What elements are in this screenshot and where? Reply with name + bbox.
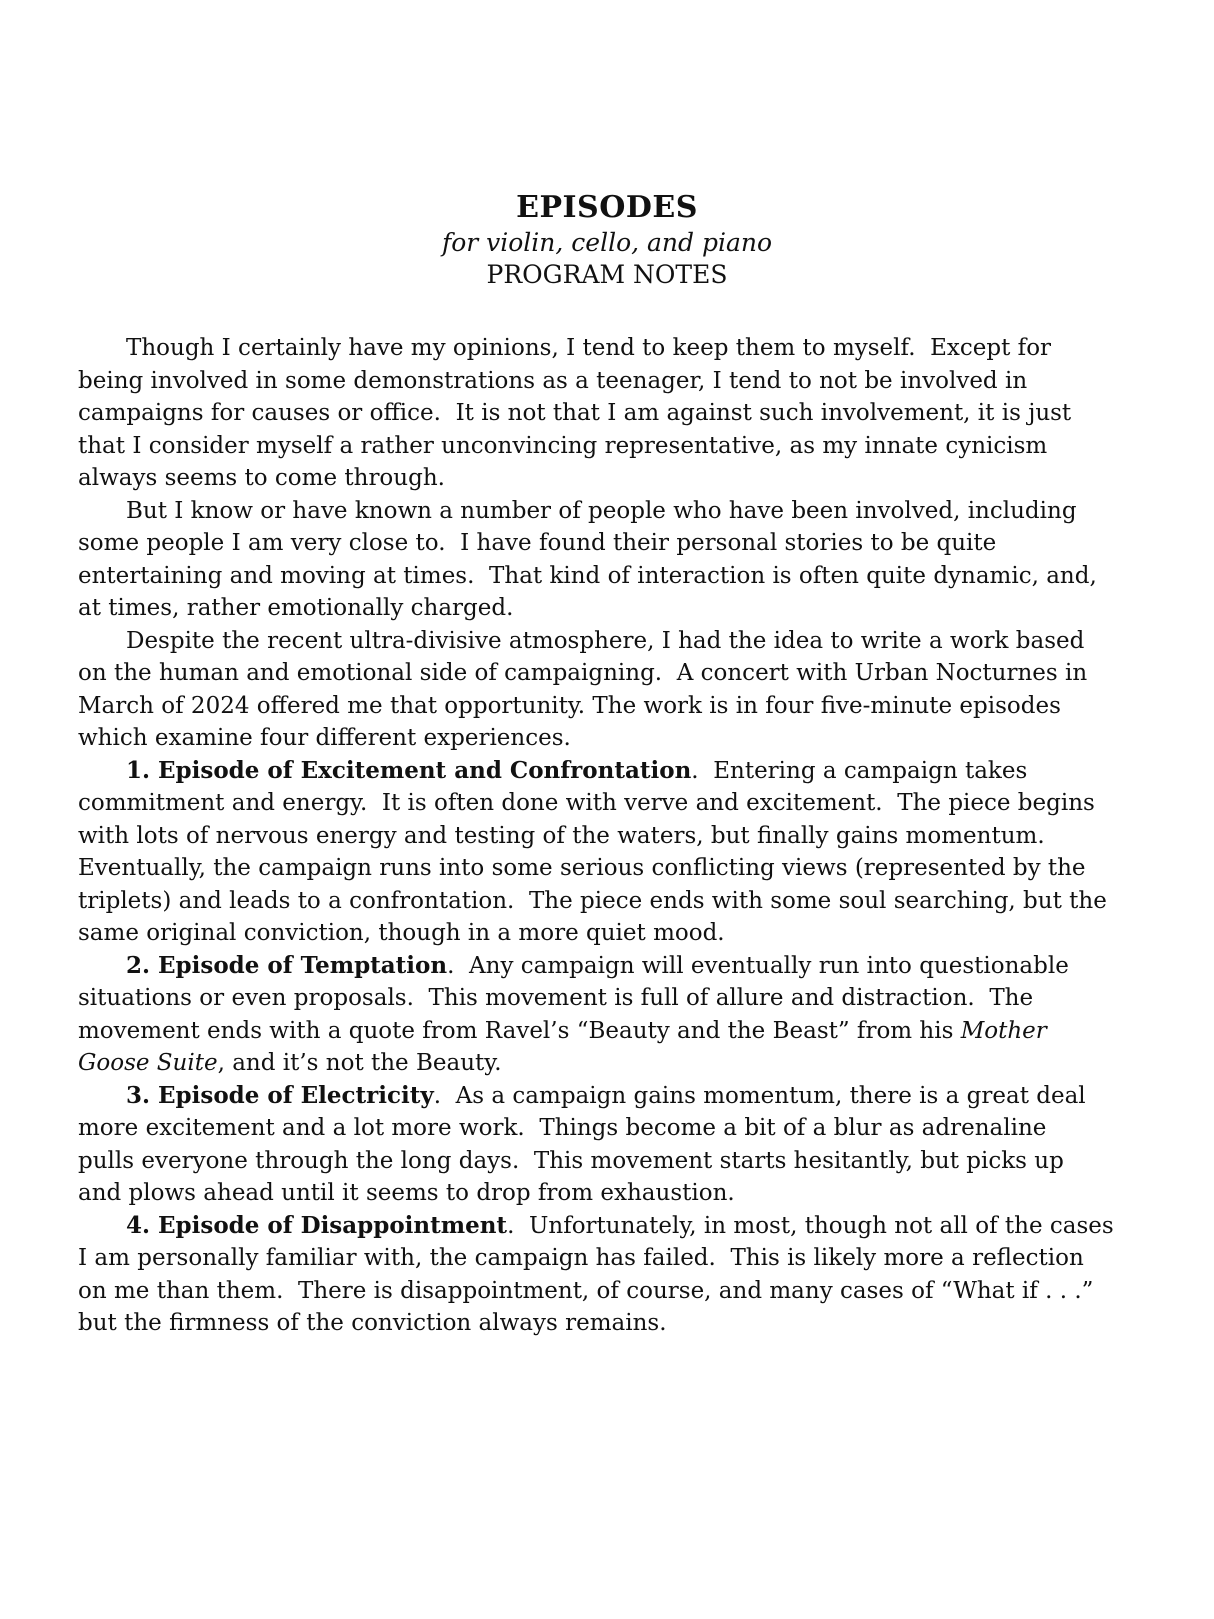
- text-segment: Eventually, the campaign runs into some serious conflicting views (represented by the: [78, 855, 1086, 881]
- text-line: [78, 397, 1154, 430]
- text-line: [78, 332, 1154, 365]
- text-line: [78, 1112, 1154, 1145]
- text-segment: 4. Episode of Disappointment: [126, 1211, 508, 1239]
- text-line: [78, 950, 1154, 983]
- text-segment: always seems to come through.: [78, 465, 445, 491]
- text-line: [78, 527, 1154, 560]
- text-segment: which examine four different experiences.: [78, 725, 571, 751]
- text-segment: . As a campaign gains momentum, there is a great deal: [433, 1082, 1086, 1109]
- text-segment: Though I certainly have my opinions, I tend to keep them to myself. Except for: [126, 335, 1052, 361]
- text-line: [78, 690, 1154, 723]
- paragraph: [78, 1210, 1154, 1340]
- text-line: [78, 495, 1154, 528]
- text-line: [78, 722, 1154, 755]
- document-subtitle: for violin, cello, and piano: [441, 228, 773, 257]
- text-line: [78, 592, 1154, 625]
- text-segment: , and it’s not the Beauty.: [217, 1050, 502, 1076]
- text-segment: more excitement and a lot more work. Things become a bit of a blur as adrenaline: [78, 1115, 1047, 1141]
- text-segment: at times, rather emotionally charged.: [78, 595, 514, 621]
- text-line: [78, 1177, 1154, 1210]
- text-segment: but the firmness of the conviction always remains.: [78, 1310, 667, 1336]
- paragraph: [78, 1080, 1154, 1210]
- document-title: EPISODES: [516, 190, 698, 225]
- paragraph: [78, 755, 1154, 950]
- text-line: [78, 755, 1154, 788]
- paragraph: [78, 950, 1154, 1080]
- text-segment: with lots of nervous energy and testing of the waters, but finally gains momentum.: [78, 822, 1045, 849]
- text-segment: Mother: [960, 1017, 1047, 1044]
- text-segment: . Entering a campaign takes: [691, 757, 1028, 784]
- text-line: [78, 560, 1154, 593]
- text-line: [78, 1210, 1154, 1243]
- text-line: [78, 462, 1154, 495]
- text-line: [78, 657, 1154, 690]
- text-line: [78, 1015, 1154, 1048]
- text-segment: . Unfortunately, in most, though not all of the cases: [507, 1212, 1114, 1239]
- text-segment: Despite the recent ultra-divisive atmosphere, I had the idea to write a work based: [126, 627, 1085, 654]
- text-line: [78, 1080, 1154, 1113]
- text-line: [78, 430, 1154, 463]
- title-block: [0, 0, 1214, 290]
- text-segment: 3. Episode of Electricity: [126, 1081, 434, 1109]
- text-line: [78, 982, 1154, 1015]
- text-segment: Goose Suite: [78, 1050, 218, 1076]
- paragraph: [78, 625, 1154, 755]
- paragraph: [78, 495, 1154, 625]
- program-notes-heading: PROGRAM NOTES: [486, 260, 728, 289]
- text-segment: pulls everyone through the long days. This movement starts hesitantly, but picks up: [78, 1147, 1064, 1174]
- text-line: [78, 885, 1154, 918]
- text-segment: 1. Episode of Excitement and Confrontation: [126, 756, 692, 784]
- text-segment: triplets) and leads to a confrontation. The piece ends with some soul searching, but the: [78, 887, 1107, 914]
- text-segment: some people I am very close to. I have found their personal stories to be quite: [78, 530, 997, 556]
- text-segment: movement ends with a quote from Ravel’s “Beauty and the Beast” from his: [78, 1017, 961, 1044]
- text-segment: . Any campaign will eventually run into questionable: [447, 952, 1069, 979]
- text-line: [78, 852, 1154, 885]
- text-segment: I am personally familiar with, the campaign has failed. This is likely more a reflection: [78, 1245, 1084, 1271]
- text-line: [78, 917, 1154, 950]
- text-line: [78, 1145, 1154, 1178]
- text-segment: commitment and energy. It is often done with verve and excitement. The piece begins: [78, 790, 1095, 816]
- text-line: [78, 787, 1154, 820]
- text-segment: situations or even proposals. This movement is full of allure and distraction. The: [78, 985, 1034, 1011]
- text-segment: on the human and emotional side of campaigning. A concert with Urban Nocturnes in: [78, 660, 1088, 686]
- text-segment: same original conviction, though in a more quiet mood.: [78, 920, 725, 946]
- program-notes-body: [78, 332, 1154, 1340]
- text-segment: But I know or have known a number of people who have been involved, including: [126, 497, 1077, 524]
- text-segment: entertaining and moving at times. That kind of interaction is often quite dynamic, and,: [78, 562, 1097, 589]
- text-segment: and plows ahead until it seems to drop from exhaustion.: [78, 1180, 735, 1206]
- text-line: [78, 1047, 1154, 1080]
- text-segment: March of 2024 offered me that opportunity. The work is in four five-minute episodes: [78, 692, 1061, 719]
- text-segment: 2. Episode of Temptation: [126, 951, 448, 979]
- text-segment: that I consider myself a rather unconvincing representative, as my innate cynicism: [78, 432, 1048, 459]
- paragraph: [78, 332, 1154, 495]
- text-line: [78, 625, 1154, 658]
- text-segment: on me than them. There is disappointment, of course, and many cases of “What if . . .”: [78, 1277, 1094, 1304]
- text-line: [78, 820, 1154, 853]
- text-segment: campaigns for causes or office. It is not that I am against such involvement, it is just: [78, 400, 1072, 426]
- text-line: [78, 365, 1154, 398]
- text-line: [78, 1275, 1154, 1308]
- text-segment: being involved in some demonstrations as a teenager, I tend to not be involved in: [78, 367, 1028, 394]
- text-line: [78, 1307, 1154, 1340]
- text-line: [78, 1242, 1154, 1275]
